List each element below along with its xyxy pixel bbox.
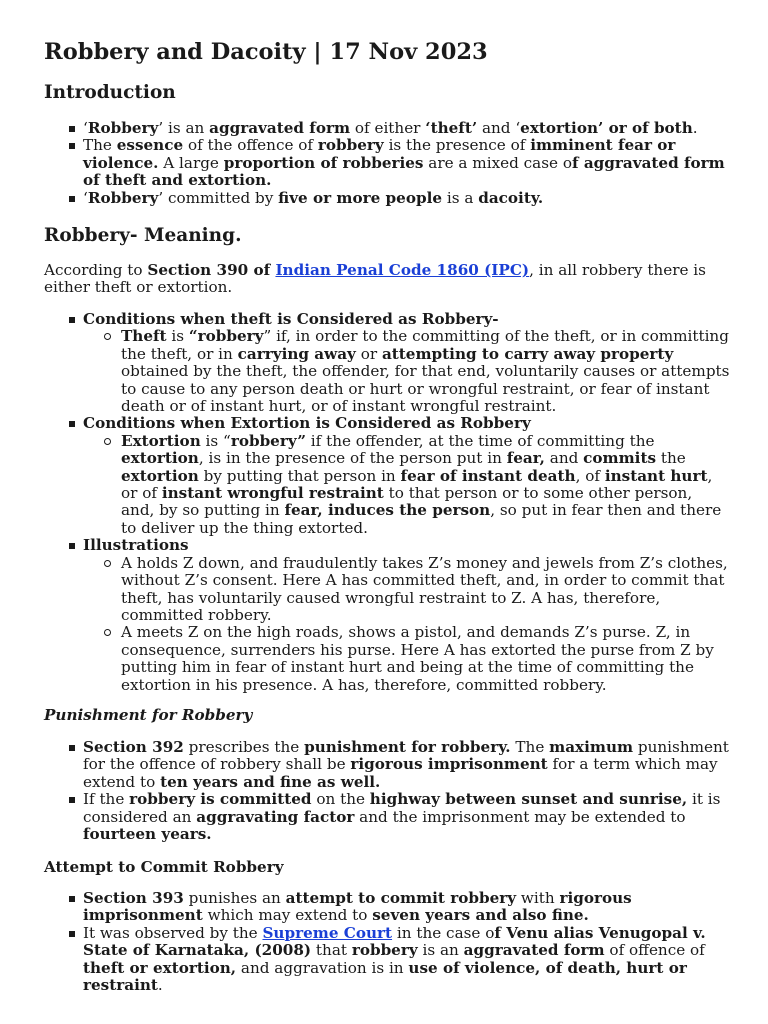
sub-list [83,555,730,694]
intro-list [44,120,730,207]
list-item: ‘Robbery’ committed by five or more people is a dacoity. [44,190,730,207]
list-item: It was observed by the Supreme Court in the case of Venu alias Venugopal v. State of Karnataka, (2008) that robbery is an aggravated form of offence of theft or extortion, and aggravation is in use of violence, of death, hurt or restraint. [44,925,730,995]
list-item: If the robbery is committed on the highway between sunset and sunrise, it is considered an aggravating factor and the imprisonment may be extended to fourteen years. [44,791,730,843]
heading-attempt: Attempt to Commit Robbery [44,858,284,876]
meaning-list [44,311,730,694]
heading-robbery-meaning: Robbery- Meaning. [44,225,242,246]
sub-list-item: A holds Z down, and fraudulently takes Z’s money and jewels from Z’s clothes, without Z’s consent. Here A has committed theft, and, in order to commit that theft, has voluntarily caused wrongful restraint to Z. A has, therefore, committed robbery. [83,555,730,625]
heading-introduction: Introduction [44,82,176,103]
sub-list [83,328,730,415]
sub-list-item: Extortion is “robbery” if the offender, at the time of committing the extortion, is in the presence of the person put in fear, and commits the extortion by putting that person in fear of instant death, of instant hurt, or of instant wrongful restraint to that person or to some other person, and, by so putting in fear, induces the person, so put in fear then and there to deliver up the thing extorted. [83,433,730,537]
page-title: Robbery and Dacoity | 17 Nov 2023 [44,39,488,65]
sub-list-item: A meets Z on the high roads, shows a pistol, and demands Z’s purse. Z, in consequence, surrenders his purse. Here A has extorted the purse from Z by putting him in fear of instant hurt and being at the time of committing the extortion in his presence. A has, therefore, committed robbery. [83,624,730,694]
punishment-list [44,739,730,843]
ipc-link[interactable]: Indian Penal Code 1860 (IPC) [275,261,530,279]
heading-punishment: Punishment for Robbery [44,706,253,724]
list-item: Section 392 prescribes the punishment for robbery. The maximum punishment for the offence of robbery shall be rigorous imprisonment for a term which may extend to ten years and fine as well. [44,739,730,791]
list-item: Conditions when theft is Considered as Robbery- Theft is “robbery” if, in order to the committing of the theft, or in committing the theft, or in carrying away or attempting to carry away property obtained by the theft, the offender, for that end, voluntarily causes or attempts to cause to any person death or hurt or wrongful restraint, or fear of instant death or of instant hurt, or of instant wrongful restraint. [44,311,730,415]
list-item: The essence of the offence of robbery is the presence of imminent fear or violence. A large proportion of robberies are a mixed case of aggravated form of theft and extortion. [44,137,730,189]
sub-list [83,433,730,537]
supreme-court-link[interactable]: Supreme Court [262,923,393,942]
list-item: Section 393 punishes an attempt to commit robbery with rigorous imprisonment which may extend to seven years and also fine. [44,890,730,925]
meaning-paragraph: According to Section 390 of Indian Penal Code 1860 (IPC), in all robbery there is either theft or extortion. [44,261,706,297]
sub-list-item: Theft is “robbery” if, in order to the committing of the theft, or in committing the theft, or in carrying away or attempting to carry away property obtained by the theft, the offender, for that end, voluntarily causes or attempts to cause to any person death or hurt or wrongful restraint, or fear of instant death or of instant hurt, or of instant wrongful restraint. [83,328,730,415]
list-item: Illustrations A holds Z down, and fraudulently takes Z’s money and jewels from Z’s clothes, without Z’s consent. Here A has committed theft, and, in order to commit that theft, has voluntarily caused wrongful restraint to Z. A has, therefore, committed robbery. A meets Z on the high roads, shows a pistol, and demands Z’s purse. Z, in consequence, surrenders his purse. Here A has extorted the purse from Z by putting him in fear of instant hurt and being at the time of committing the extortion in his presence. A has, therefore, committed robbery. [44,537,730,694]
list-item: ‘Robbery’ is an aggravated form of either ‘theft’ and ‘extortion’ or of both. [44,120,730,137]
attempt-list [44,890,730,994]
list-item: Conditions when Extortion is Considered as Robbery Extortion is “robbery” if the offender, at the time of committing the extortion, is in the presence of the person put in fear, and commits the extortion by putting that person in fear of instant death, of instant hurt, or of instant wrongful restraint to that person or to some other person, and, by so putting in fear, induces the person, so put in fear then and there to deliver up the thing extorted. [44,415,730,537]
